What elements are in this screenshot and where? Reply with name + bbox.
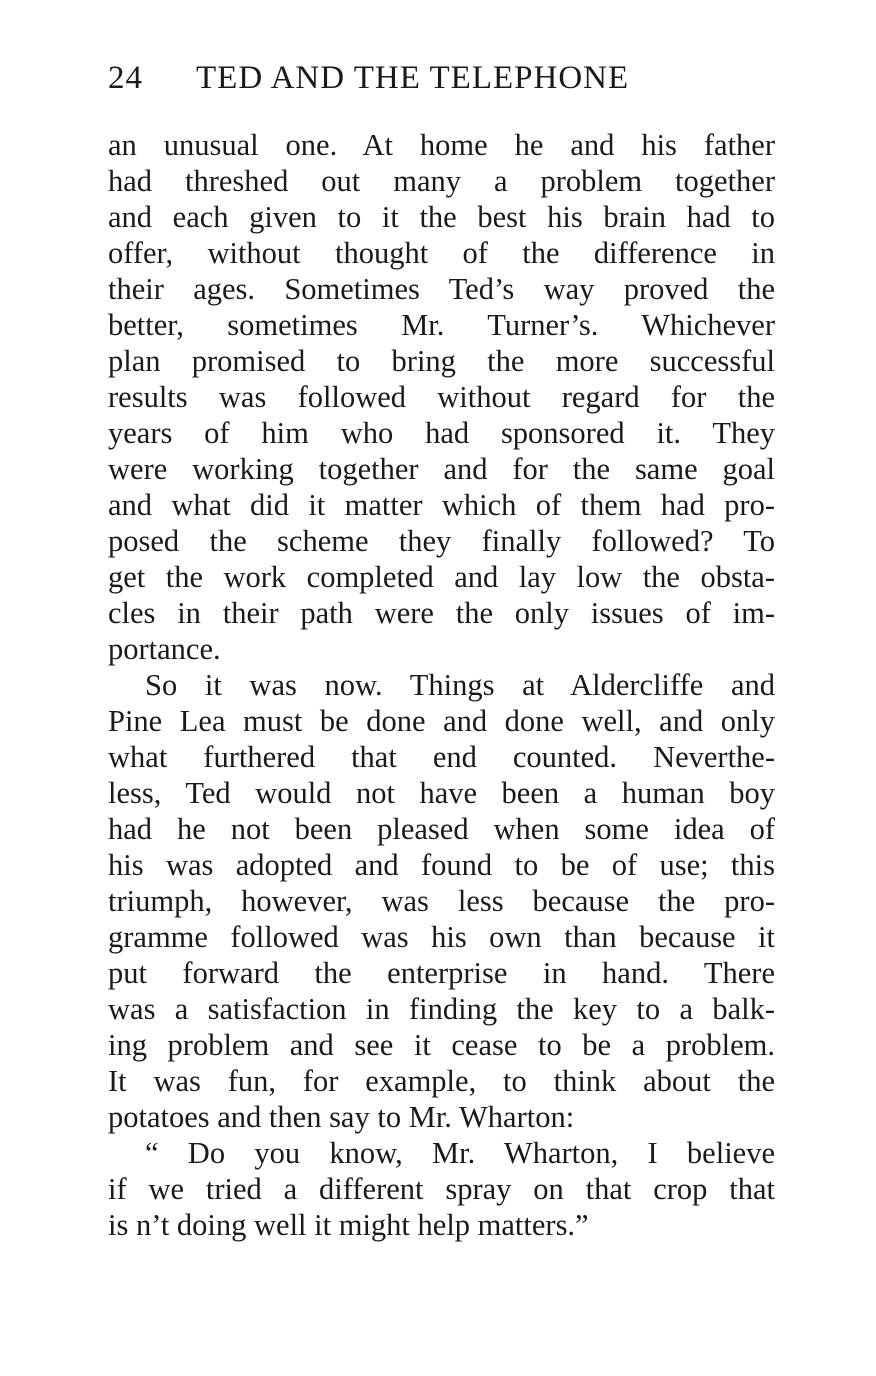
text-line: better, sometimes Mr. Turner’s. Whichever xyxy=(108,308,775,342)
text-line: triumph, however, was less because the pro- xyxy=(108,884,775,918)
text-line: plan promised to bring the more successful xyxy=(108,344,775,378)
text-line: It was fun, for example, to think about the xyxy=(108,1064,775,1098)
text-line: offer, without thought of the difference in xyxy=(108,236,775,270)
text-line: Pine Lea must be done and done well, and only xyxy=(108,704,775,738)
text-line: less, Ted would not have been a human boy xyxy=(108,776,775,810)
text-line: portance. xyxy=(108,632,221,666)
text-line: his was adopted and found to be of use; this xyxy=(108,848,775,882)
text-line: ing problem and see it cease to be a problem. xyxy=(108,1028,775,1062)
text-line: were working together and for the same goal xyxy=(108,452,775,486)
running-head xyxy=(108,60,778,104)
text-line: is n’t doing well it might help matters.” xyxy=(108,1208,589,1242)
text-line: their ages. Sometimes Ted’s way proved the xyxy=(108,272,775,306)
text-line: and each given to it the best his brain had to xyxy=(108,200,775,234)
text-line: get the work completed and lay low the obsta- xyxy=(108,560,775,594)
text-line: potatoes and then say to Mr. Wharton: xyxy=(108,1100,575,1134)
paragraph-first-line: So it was now. Things at Aldercliffe and xyxy=(145,668,775,702)
paragraph-first-line: “ Do you know, Mr. Wharton, I believe xyxy=(145,1136,775,1170)
text-line: put forward the enterprise in hand. There xyxy=(108,956,775,990)
text-line: results was followed without regard for the xyxy=(108,380,775,414)
text-line: gramme followed was his own than because it xyxy=(108,920,775,954)
text-line: had he not been pleased when some idea of xyxy=(108,812,775,846)
text-line: had threshed out many a problem together xyxy=(108,164,775,198)
text-line: years of him who had sponsored it. They xyxy=(108,416,775,450)
text-line: an unusual one. At home he and his father xyxy=(108,128,775,162)
body-text xyxy=(108,127,775,1243)
text-line: and what did it matter which of them had pro- xyxy=(108,488,775,522)
text-line: cles in their path were the only issues of im- xyxy=(108,596,775,630)
text-line: what furthered that end counted. Neverthe- xyxy=(108,740,775,774)
running-title: TED AND THE TELEPHONE xyxy=(196,60,630,96)
text-line: was a satisfaction in finding the key to a balk- xyxy=(108,992,775,1026)
page-number: 24 xyxy=(108,60,143,96)
text-line: posed the scheme they finally followed? To xyxy=(108,524,775,558)
text-line: if we tried a different spray on that crop that xyxy=(108,1172,775,1206)
